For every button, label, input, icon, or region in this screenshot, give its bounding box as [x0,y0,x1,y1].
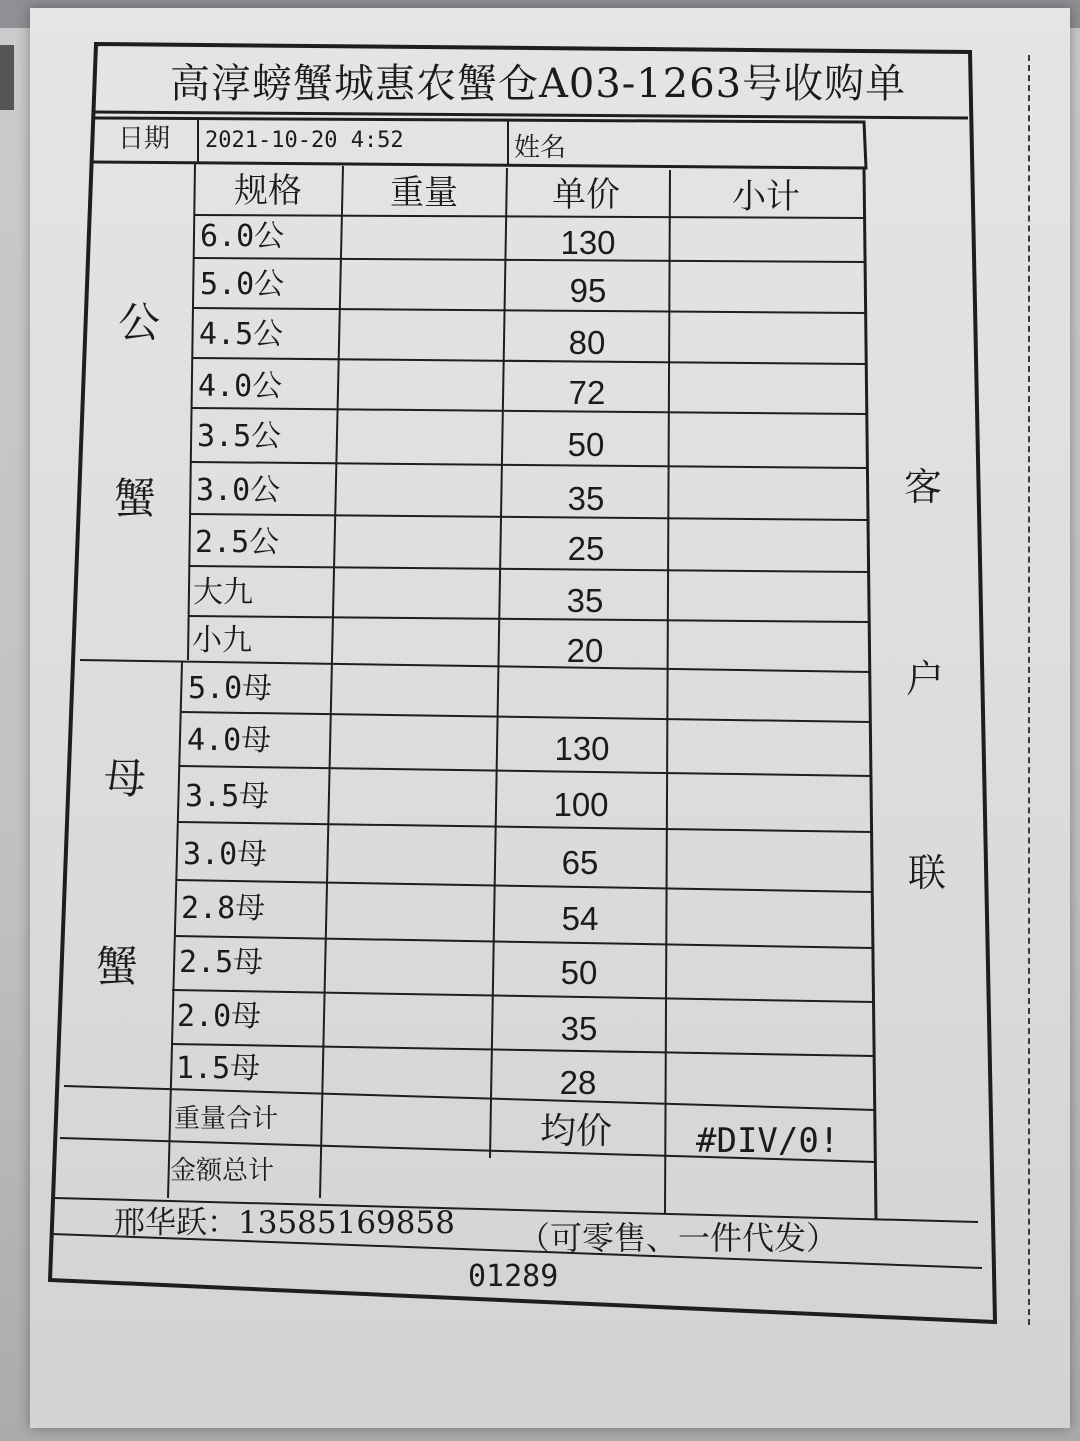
table-row-price: 65 [561,844,599,881]
table-row-spec: 4.0母 [187,723,272,758]
table-row-price: 72 [568,374,606,411]
table-row-spec: 4.5公 [199,317,284,352]
table-row-spec: 3.5公 [197,419,282,454]
name-label: 姓名 [514,133,567,163]
table-row-spec: 3.0公 [196,473,281,508]
table-row-price: 50 [567,426,605,463]
table-row-spec: 1.5母 [176,1051,261,1086]
copy-label: 户 [906,657,945,701]
table-row-spec: 小九 [192,623,252,658]
table-row-price: 50 [560,954,598,991]
table-row-spec: 5.0公 [200,267,285,302]
table-row-spec: 6.0公 [200,219,285,254]
table-row-price: 80 [568,324,606,361]
column-header-subtotal: 小计 [732,177,800,217]
table-row-spec: 5.0母 [188,671,273,706]
copy-label: 联 [908,851,947,895]
male-crab-label: 公 [118,298,161,347]
table-row-spec: 2.5公 [195,525,280,560]
table-row-spec: 大九 [193,575,253,610]
table-row-price: 100 [553,786,609,823]
table-row-price: 35 [560,1010,598,1047]
table-row-spec: 4.0公 [198,369,283,404]
date-label: 日期 [118,124,171,154]
table-row-spec: 2.5母 [179,945,264,980]
table-row-spec: 2.0母 [177,999,262,1034]
table-row-price: 28 [559,1064,597,1101]
serial-number: 01289 [468,1259,559,1294]
date-value: 2021-10-20 4:52 [205,128,404,153]
table-row-price: 130 [560,224,616,261]
column-header-price: 单价 [552,175,620,215]
table-row-price: 35 [566,582,604,619]
table-row-spec: 3.5母 [185,779,270,814]
contact-info: 邢华跃：13585169858 [114,1205,455,1241]
female-crab-label: 蟹 [96,942,139,991]
table-row-price: 20 [566,632,604,669]
table-row-spec: 2.8母 [181,891,266,926]
male-crab-label: 蟹 [114,474,157,523]
table-row-price: 35 [567,480,605,517]
weight-total-label: 重量合计 [174,1104,279,1134]
table-row-spec: 3.0母 [183,837,268,872]
table-row-price: 54 [561,900,599,937]
table-row-price: 130 [554,730,610,767]
avg-price-value: #DIV/0! [696,1121,840,1161]
contact-note: （可零售、一件代发） [518,1219,839,1257]
amount-total-label: 金额总计 [170,1156,275,1186]
column-header-spec: 规格 [234,171,302,211]
copy-label: 客 [904,465,943,509]
female-crab-label: 母 [104,754,147,803]
column-header-weight: 重量 [390,173,458,213]
table-row-price: 95 [569,272,607,309]
form-title: 高淳螃蟹城惠农蟹仓A03-1263号收购单 [170,61,907,107]
avg-price-label: 均价 [540,1111,613,1152]
table-row-price: 25 [567,530,605,567]
